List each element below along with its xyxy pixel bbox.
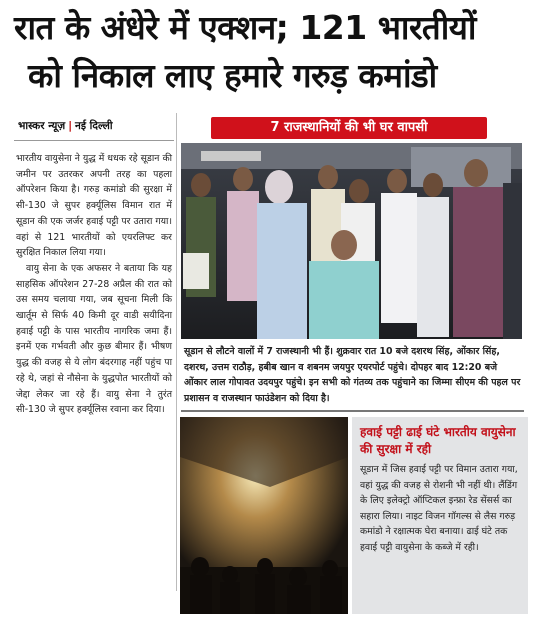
box-body: सूडान में जिस हवाई पट्टी पर विमान उतारा गया, वहां युद्ध की वजह से रोशनी भी नहीं थी। लैंडिंग के लिए इलेक्ट्रो ऑप्टिकल इन्फ्रा रेड सेंसर्स का सहारा लिया। नाइट विजन गॉगल्स से लैस गरुड़ कमांडो ने रक्षात्मक घेरा बनाया। ढाई घंटे तक हवाई पट्टी वायुसेना के कब्जे में रही। — [360, 464, 518, 553]
column-divider — [176, 113, 177, 591]
byline-separator: | — [68, 120, 73, 132]
byline-location: नई दिल्ली — [75, 120, 113, 132]
caption-divider — [181, 410, 524, 412]
byline-source: भास्कर न्यूज़ — [18, 120, 66, 132]
article-paragraph-1: भारतीय वायुसेना ने युद्ध में धधक रहे सूडान की जमीन पर उतरकर अपनी तरह का पहला ऑपरेशन किया है। गरुड़ कमांडो की सुरक्षा में सी-130 जे सुपर हर्क्यूलिस विमान रात में सूडान की एक जर्जर हवाई पट्टी पर उतारा गया। वहां से 121 भारतीयों को एयरलिफ्ट कर सुरक्षित निकाल लिया गया। — [16, 153, 172, 259]
returnees-photo-caption: सूडान से लौटने वालों में 7 राजस्थानी भी हैं। शुक्रवार रात 10 बजे दशरथ सिंह, ओंकार सिंह, दशरथ, उत्तम राठौड़, हबीब खान व शबनम जयपुर एयरपोर्ट पहुंचे। दोपहर बाद 12:20 बजे ओंकार लाल गोपावत उदयपुर पहुंचे। इन सभी को गंतव्य तक पहुंचाने का जिम्मा सीएम की पहल पर प्रशासन व राजस्थान फाउंडेशन को दिया है। — [184, 346, 521, 404]
returnees-photo — [181, 143, 522, 339]
headline-line-1: रात के अंधेरे में एक्शन; 121 भारतीयों — [14, 8, 476, 47]
runway-security-box — [352, 417, 528, 614]
article-body — [16, 151, 172, 418]
airlift-photo — [180, 417, 348, 614]
headline — [14, 4, 546, 100]
byline-divider — [14, 140, 174, 141]
sidebar-banner: 7 राजस्थानियों की भी घर वापसी — [211, 117, 487, 139]
box-title: हवाई पट्टी ढाई घंटे भारतीय वायुसेना की सुरक्षा में रही — [360, 425, 516, 456]
headline-line-2: को निकाल लाए हमारे गरुड़ कमांडो — [28, 56, 437, 95]
article-paragraph-2: वायु सेना के एक अफसर ने बताया कि यह साहसिक ऑपरेशन 27-28 अप्रैल की रात को उस समय चलाया गया, जब सूचना मिली कि खार्तूम से सिर्फ 40 किमी दूर वाडी सयीदिना हवाई पट्टी के पास भारतीय नागरिक जमा हैं। इनमें एक गर्भवती और कुछ बीमार हैं। भीषण युद्ध की वजह से ये लोग बंदरगाह नहीं पहुंच पा रहे थे, जहां से नौसेना के युद्धपोत भारतीयों को जेद्दा लेकर जा रहे हैं। वायु सेना ने तुरंत सी-130 जे सुपर हर्क्यूलिस रवाना कर दिया। — [16, 262, 172, 416]
byline — [18, 119, 113, 133]
airlift-photo-illustration — [180, 417, 348, 614]
returnees-photo-illustration — [181, 143, 522, 339]
